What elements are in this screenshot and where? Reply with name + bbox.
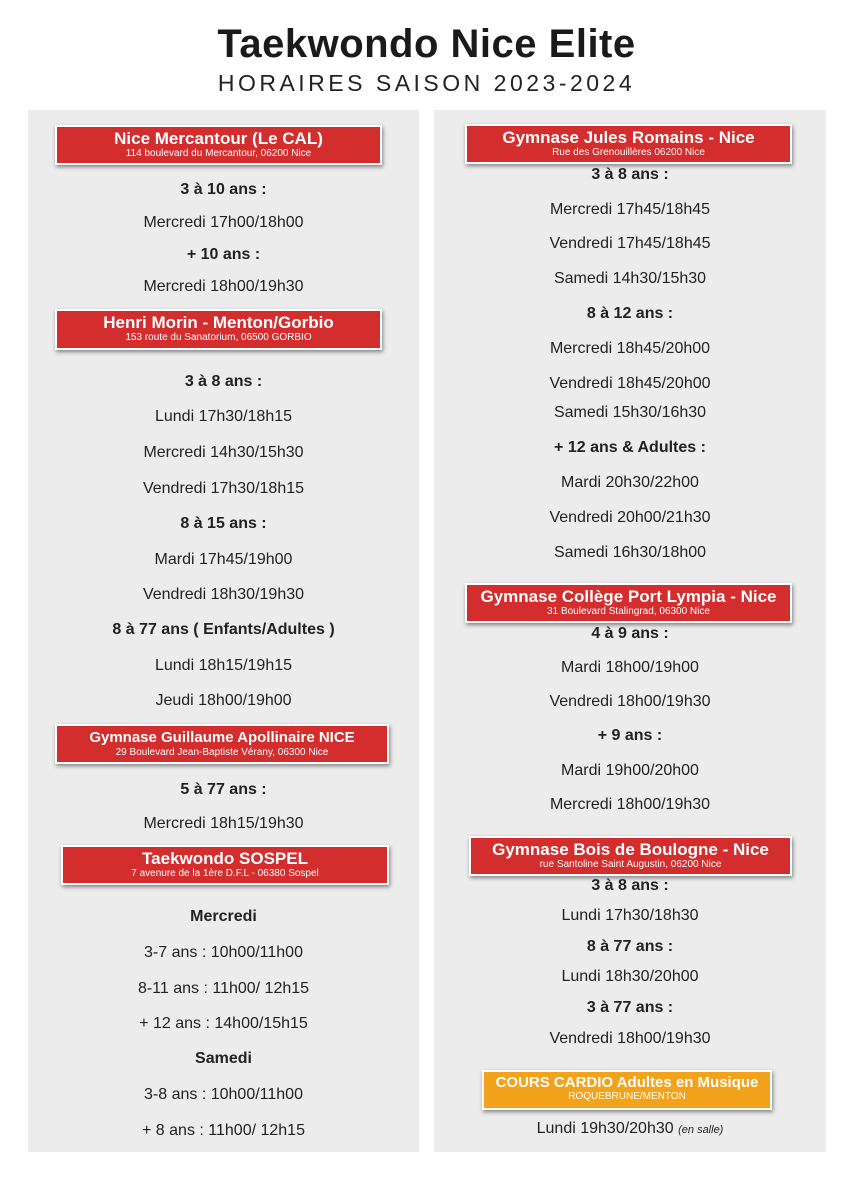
venue-name: Gymnase Jules Romains - Nice (502, 128, 755, 147)
venue-header-mercantour (55, 125, 382, 165)
venue-name: Nice Mercantour (Le CAL) (114, 129, 323, 148)
schedule-slot: Vendredi 20h00/21h30 (549, 509, 711, 526)
page-subtitle: HORAIRES SAISON 2023-2024 (217, 70, 636, 96)
venue-address: 7 avenure de la 1ère D.F.L - 06380 Sospel (131, 868, 319, 879)
schedule-slot: Lundi 17h30/18h30 (561, 907, 699, 924)
schedule-slot: Mercredi 17h45/18h45 (549, 201, 711, 218)
venue-header-romains (465, 124, 792, 164)
venue-address: Rue des Grenouillères 06200 Nice (552, 147, 705, 158)
venue-header-sospel (61, 845, 389, 885)
age-group: 3 à 8 ans : (591, 877, 669, 894)
venue-name: Henri Morin - Menton/Gorbio (103, 313, 334, 332)
schedule-slot: Samedi 15h30/16h30 (553, 404, 707, 421)
schedule-slot: Vendredi 18h00/19h30 (549, 693, 711, 710)
schedule-slot: 3-8 ans : 10h00/11h00 (144, 1086, 303, 1103)
venue-name: Taekwondo SOSPEL (142, 849, 308, 868)
age-group: 8 à 15 ans : (180, 515, 267, 532)
venue-header-lympia (465, 583, 792, 623)
venue-header-apollinaire (55, 724, 389, 764)
venue-name: Gymnase Guillaume Apollinaire NICE (89, 729, 355, 746)
schedule-slot: Mardi 19h00/20h00 (561, 762, 699, 779)
venue-header-boulogne (469, 836, 792, 876)
schedule-slot: Samedi 14h30/15h30 (553, 270, 707, 287)
schedule-slot: Vendredi 17h30/18h15 (142, 480, 305, 497)
schedule-slot: Mardi 17h45/19h00 (154, 551, 293, 568)
venue-name: Gymnase Bois de Boulogne - Nice (492, 840, 769, 859)
schedule-slot: 3-7 ans : 10h00/11h00 (144, 944, 303, 961)
venue-address: ROQUEBRUNE/MENTON (568, 1091, 686, 1102)
venue-name: COURS CARDIO Adultes en Musique (495, 1074, 759, 1091)
schedule-slot: 8-11 ans : 11h00/ 12h15 (137, 980, 310, 997)
schedule-slot: Mercredi 17h00/18h00 (143, 214, 304, 231)
schedule-slot: Mercredi 14h30/15h30 (143, 444, 304, 461)
day-heading: Samedi (195, 1050, 252, 1067)
venue-address: 29 Boulevard Jean-Baptiste Vérany, 06300 Nice (115, 747, 329, 758)
age-group: + 9 ans : (597, 727, 663, 744)
venue-address: rue Santoline Saint Augustin, 06200 Nice (539, 859, 722, 870)
venue-header-cardio (482, 1070, 772, 1110)
cardio-note: (en salle) (678, 1124, 724, 1136)
schedule-slot: Mercredi 18h45/20h00 (549, 340, 711, 357)
cardio-time: Lundi 19h30/20h30 (536, 1120, 674, 1137)
schedule-slot: + 12 ans : 14h00/15h15 (139, 1015, 308, 1032)
age-group: + 12 ans & Adultes : (554, 439, 706, 456)
schedule-slot: Lundi 18h15/19h15 (154, 657, 293, 674)
venue-header-morin (55, 309, 382, 350)
venue-address: 153 route du Sanatorium, 06500 GORBIO (125, 332, 312, 343)
venue-address: 31 Boulevard Stalingrad, 06300 Nice (547, 606, 710, 617)
age-group: 8 à 77 ans : (586, 938, 674, 955)
schedule-slot: Mercredi 18h00/19h30 (549, 796, 711, 813)
schedule-slot: Vendredi 17h45/18h45 (549, 235, 711, 252)
age-group: 3 à 8 ans : (184, 373, 263, 390)
age-group: 3 à 77 ans : (586, 999, 674, 1016)
schedule-slot: + 8 ans : 11h00/ 12h15 (142, 1122, 305, 1139)
venue-name: Gymnase Collège Port Lympia - Nice (480, 587, 777, 606)
left-column (28, 110, 419, 1152)
schedule-slot: Mercredi 18h15/19h30 (143, 815, 304, 832)
schedule-slot (434, 1119, 826, 1140)
schedule-slot: Vendredi 18h30/19h30 (142, 586, 305, 603)
age-group: 3 à 8 ans : (591, 166, 669, 183)
schedule-slot: Jeudi 18h00/19h00 (155, 692, 292, 709)
schedule-slot: Mardi 20h30/22h00 (561, 474, 699, 491)
schedule-slot: Vendredi 18h00/19h30 (549, 1030, 711, 1047)
age-group: 4 à 9 ans : (591, 625, 669, 642)
schedule-slot: Mercredi 18h00/19h30 (143, 278, 304, 295)
day-heading: Mercredi (190, 908, 257, 925)
schedule-slot: Mardi 18h00/19h00 (561, 659, 699, 676)
schedule-slot: Lundi 18h30/20h00 (561, 968, 699, 985)
venue-address: 114 boulevard du Mercantour, 06200 Nice (125, 148, 312, 159)
page-title: Taekwondo Nice Elite (217, 22, 636, 66)
age-group: + 10 ans : (186, 246, 261, 263)
age-group: 5 à 77 ans : (180, 781, 267, 798)
schedule-slot: Lundi 17h30/18h15 (154, 408, 293, 425)
age-group: 8 à 77 ans ( Enfants/Adultes ) (112, 621, 335, 638)
age-group: 8 à 12 ans : (586, 305, 674, 322)
right-column (434, 110, 826, 1152)
schedule-slot: Vendredi 18h45/20h00 (549, 375, 711, 392)
age-group: 3 à 10 ans : (180, 181, 267, 198)
schedule-slot: Samedi 16h30/18h00 (553, 544, 707, 561)
